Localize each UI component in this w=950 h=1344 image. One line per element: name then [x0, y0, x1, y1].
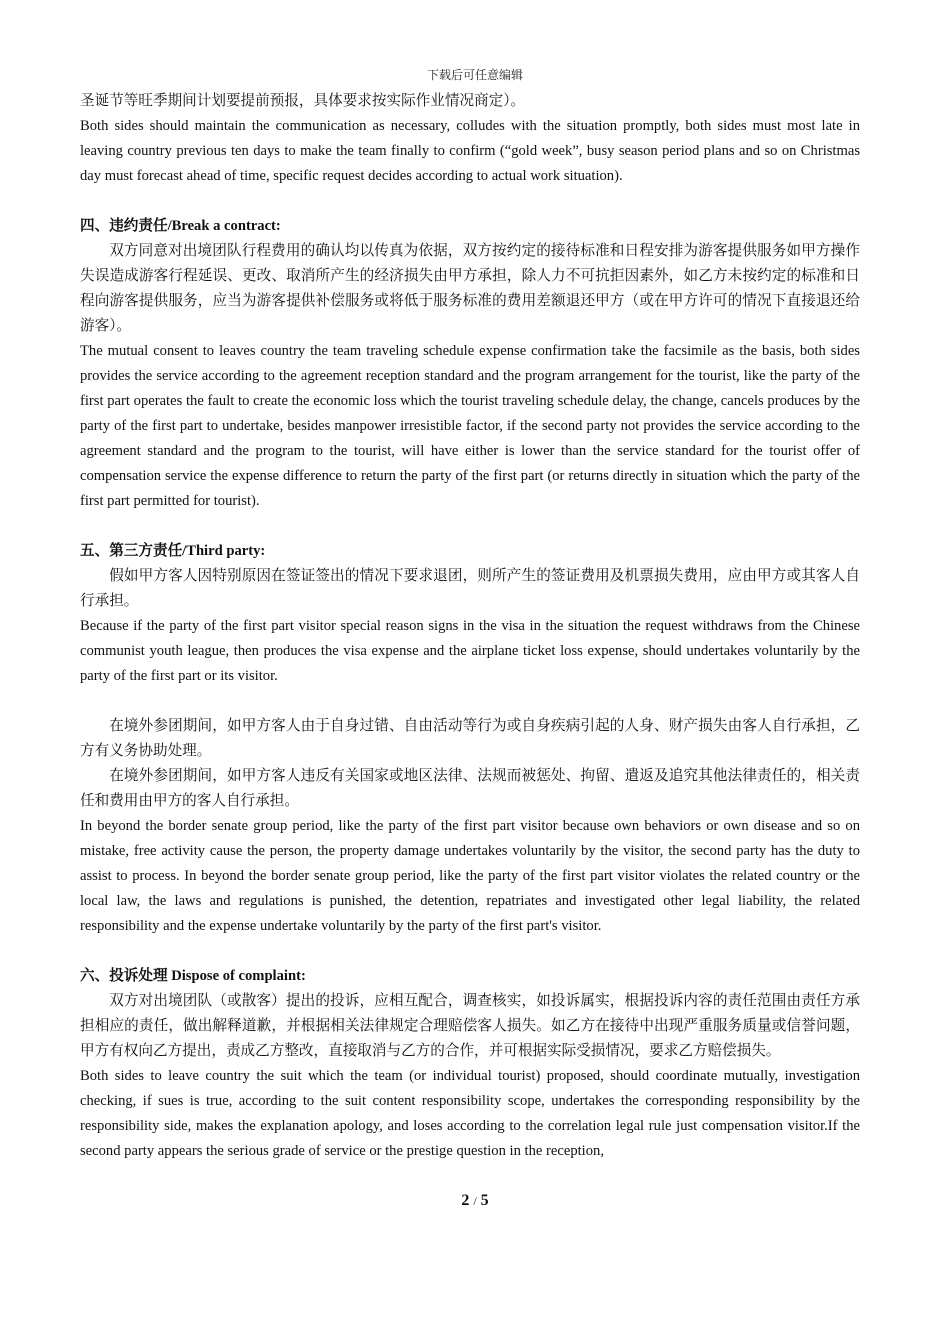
paragraph-cn: 假如甲方客人因特别原因在签证签出的情况下要求退团，则所产生的签证费用及机票损失费用，应由甲方或其客人自行承担。 [80, 568, 860, 609]
page-separator: / [473, 1194, 477, 1208]
page-total: 5 [480, 1192, 489, 1209]
paragraph-cn: 双方对出境团队（或散客）提出的投诉，应相互配合，调查核实，如投诉属实，根据投诉内容的责任范围由责任方承担相应的责任，做出解释道歉，并根据相关法律规定合理赔偿客人损失。如乙方在接待中出现严重服务质量或信誉问题，甲方有权向乙方提出，责成乙方整改，直接取消与乙方的合作，并可根据实际受损情况，要求乙方赔偿损失。 [80, 993, 860, 1059]
section-heading-breach: 四、违约责任/Break a contract: [80, 218, 281, 234]
paragraph-en: Both sides should maintain the communication as necessary, colludes with the situation promptly, both sides must most late in leaving country previous ten days to make the team finally to confirm (“gold week”, busy season period plans and so on Christmas day must forecast ahead of time, specific request decides according to actual work situation). [80, 118, 860, 184]
paragraph-en: In beyond the border senate group period, like the party of the first part visitor because own behaviors or own disease and so on mistake, free activity cause the person, the property damage undertakes voluntarily by the visitor, the second party has the duty to assist to process. In beyond the border senate group period, like the party of the first part visitor violates the related country or the local law, the laws and regulations is punished, the detention, repatriates and investigated other legal liability, the related responsibility and the expense undertake voluntarily by the party of the first part's visitor. [80, 818, 860, 934]
section-heading-third-party: 五、第三方责任/Third party: [80, 543, 266, 559]
paragraph-cn: 在境外参团期间，如甲方客人由于自身过错、自由活动等行为或自身疾病引起的人身、财产损失由客人自行承担，乙方有义务协助处理。 [80, 718, 860, 759]
page-number [0, 1192, 950, 1210]
document-body [80, 89, 860, 1164]
page-current: 2 [461, 1192, 470, 1209]
paragraph-en: The mutual consent to leaves country the team traveling schedule expense confirmation take the facsimile as the basis, both sides provides the service according to the agreement reception standard and the program arrangement for the tourist, like the party of the first part operates the fault to create the economic loss which the tourist traveling schedule delay, the change, cancels produces by the party of the first part to undertake, besides manpower irresistible factor, if the second party not provides the service according to the agreement standard and the program to the tourist, will have either is lower than the service standard for the tourist offer of compensation service the expense difference to return the party of the first part (or returns directly in situation which the party of the first part permitted for tourist). [80, 343, 860, 509]
paragraph-cn: 双方同意对出境团队行程费用的确认均以传真为依据，双方按约定的接待标准和日程安排为游客提供服务如甲方操作失误造成游客行程延误、更改、取消所产生的经济损失由甲方承担，除人力不可抗拒因素外，如乙方未按约定的标准和日程向游客提供服务，应当为游客提供补偿服务或将低于服务标准的费用差额退还甲方（或在甲方许可的情况下直接退还给游客）。 [80, 243, 860, 334]
section-heading-complaint: 六、投诉处理 Dispose of complaint: [80, 968, 306, 984]
paragraph-en: Both sides to leave country the suit which the team (or individual tourist) proposed, should coordinate mutually, investigation checking, if sues is true, according to the suit content responsibility scope, undertakes the corresponding responsibility by the responsibility side, makes the explanation apology, and loses according to the correlation legal rule just compensation visitor.If the second party appears the serious grade of service or the prestige question in the reception, [80, 1068, 860, 1159]
paragraph-cn: 在境外参团期间，如甲方客人违反有关国家或地区法律、法规而被惩处、拘留、遣返及追究其他法律责任的，相关责任和费用由甲方的客人自行承担。 [80, 768, 860, 809]
page-header: 下载后可任意编辑 [426, 68, 523, 82]
paragraph-cn: 圣诞节等旺季期间计划要提前预报，具体要求按实际作业情况商定）。 [80, 93, 526, 109]
paragraph-en: Because if the party of the first part visitor special reason signs in the visa in the situation the request withdraws from the Chinese communist youth league, then produces the visa expense and the airplane ticket loss expense, should undertakes voluntarily by the party of the first part or its visitor. [80, 618, 860, 684]
